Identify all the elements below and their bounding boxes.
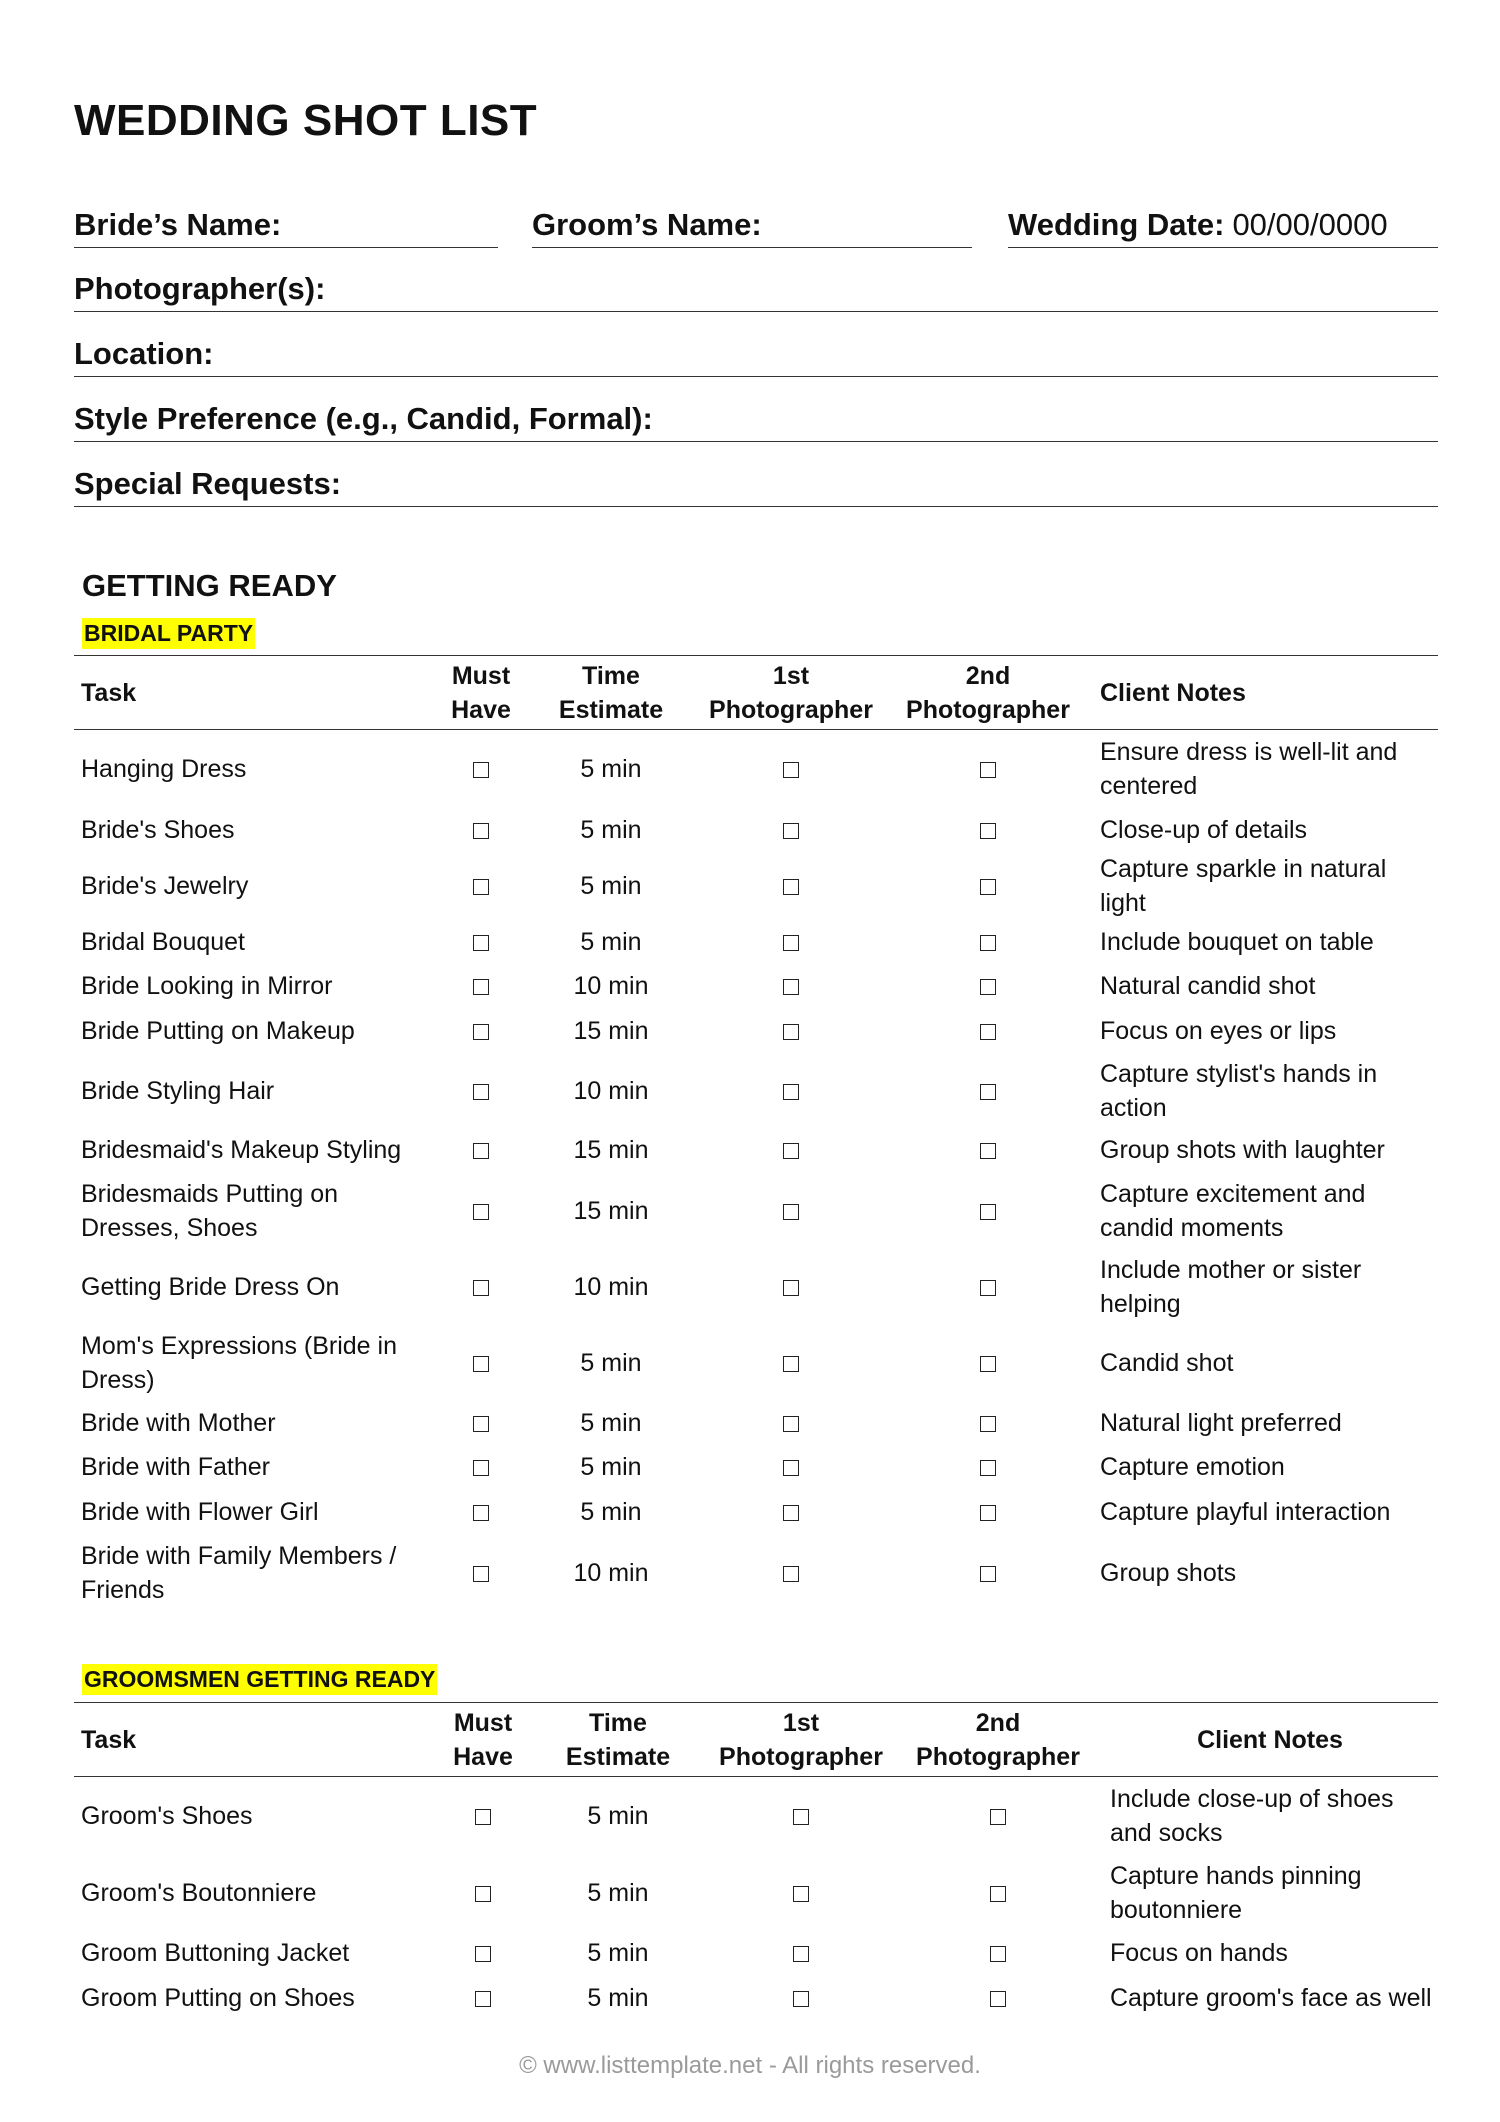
task-cell: Bride with Family Members / Friends bbox=[81, 1541, 397, 1604]
photographer-field[interactable] bbox=[74, 260, 1438, 312]
task-cell: Bride with Flower Girl bbox=[81, 1497, 319, 1526]
second-photographer-checkbox[interactable] bbox=[980, 879, 996, 895]
table-row bbox=[74, 1128, 1438, 1173]
first-photographer-checkbox[interactable] bbox=[783, 762, 799, 778]
first-photographer-checkbox[interactable] bbox=[783, 979, 799, 995]
task-cell: Bride's Jewelry bbox=[81, 871, 249, 900]
task-cell: Hanging Dress bbox=[81, 754, 247, 783]
client-notes-cell: Include close-up of shoes and socks bbox=[1110, 1784, 1394, 1847]
first-photographer-checkbox[interactable] bbox=[783, 1024, 799, 1040]
subsection-title-groomsmen: GROOMSMEN GETTING READY bbox=[82, 1664, 437, 1695]
second-photographer-cell bbox=[884, 964, 1092, 1009]
second-photographer-checkbox[interactable] bbox=[980, 762, 996, 778]
client-notes-cell: Capture groom's face as well bbox=[1110, 1983, 1432, 2012]
first-photographer-checkbox[interactable] bbox=[783, 1204, 799, 1220]
second-photographer-cell bbox=[884, 1325, 1092, 1401]
wedding-date-label bbox=[1008, 207, 1388, 243]
task-cell: Bride with Father bbox=[81, 1453, 270, 1481]
second-photographer-checkbox[interactable] bbox=[990, 1809, 1006, 1825]
first-photographer-cell bbox=[698, 1249, 884, 1325]
table-row bbox=[74, 920, 1438, 964]
client-notes-cell: Group shots with laughter bbox=[1100, 1136, 1385, 1164]
header-task: Task bbox=[81, 678, 137, 707]
first-photographer-cell bbox=[698, 964, 884, 1009]
client-notes-cell: Capture emotion bbox=[1100, 1453, 1285, 1481]
must-have-cell bbox=[438, 1490, 524, 1534]
header-must-have: Must Have bbox=[453, 1708, 513, 1771]
time-estimate-cell: 15 min bbox=[573, 1017, 649, 1045]
must-have-cell bbox=[438, 920, 524, 964]
first-photographer-checkbox[interactable] bbox=[793, 1886, 809, 1902]
location-field[interactable] bbox=[74, 325, 1438, 377]
table-row bbox=[74, 1173, 1438, 1249]
table-row bbox=[74, 808, 1438, 852]
first-photographer-cell bbox=[708, 1975, 894, 2021]
header-client-notes: Client Notes bbox=[1197, 1725, 1343, 1754]
client-notes-cell: Include mother or sister helping bbox=[1100, 1255, 1362, 1318]
header-task: Task bbox=[81, 1725, 137, 1754]
task-cell: Bridesmaid's Makeup Styling bbox=[81, 1136, 402, 1164]
must-have-checkbox[interactable] bbox=[473, 1416, 489, 1432]
special-requests-label: Special Requests: bbox=[74, 466, 342, 501]
must-have-checkbox[interactable] bbox=[475, 1991, 491, 2007]
table-row bbox=[74, 1534, 1438, 1612]
client-notes-cell: Natural light preferred bbox=[1100, 1408, 1342, 1437]
must-have-checkbox[interactable] bbox=[473, 1204, 489, 1220]
must-have-cell bbox=[438, 1128, 524, 1173]
first-photographer-cell bbox=[698, 1054, 884, 1128]
table-row bbox=[74, 1445, 1438, 1490]
time-estimate-cell: 5 min bbox=[580, 1348, 642, 1377]
bride-name-label: Bride’s Name: bbox=[74, 207, 282, 242]
second-photographer-checkbox[interactable] bbox=[980, 1416, 996, 1432]
must-have-cell bbox=[438, 808, 524, 852]
special-requests-field[interactable] bbox=[74, 455, 1438, 507]
header-first-photographer: 1st Photographer bbox=[709, 661, 873, 724]
time-estimate-cell: 5 min bbox=[580, 754, 642, 783]
second-photographer-checkbox[interactable] bbox=[980, 1143, 996, 1159]
must-have-cell bbox=[438, 1534, 524, 1612]
second-photographer-checkbox[interactable] bbox=[980, 1024, 996, 1040]
page-title: WEDDING SHOT LIST bbox=[74, 96, 538, 145]
must-have-checkbox[interactable] bbox=[473, 1024, 489, 1040]
time-estimate-cell: 10 min bbox=[573, 972, 649, 1000]
first-photographer-cell bbox=[698, 808, 884, 852]
must-have-checkbox[interactable] bbox=[475, 1809, 491, 1825]
task-cell: Bride Putting on Makeup bbox=[81, 1017, 355, 1045]
second-photographer-cell bbox=[884, 1128, 1092, 1173]
header-second-photographer: 2nd Photographer bbox=[906, 661, 1070, 724]
must-have-cell bbox=[438, 1855, 528, 1931]
first-photographer-cell bbox=[698, 1325, 884, 1401]
task-cell: Getting Bride Dress On bbox=[81, 1272, 340, 1301]
table-row bbox=[74, 1325, 1438, 1401]
first-photographer-cell bbox=[708, 1855, 894, 1931]
second-photographer-cell bbox=[884, 1534, 1092, 1612]
style-preference-label: Style Preference (e.g., Candid, Formal): bbox=[74, 401, 653, 436]
second-photographer-checkbox[interactable] bbox=[980, 1356, 996, 1372]
first-photographer-checkbox[interactable] bbox=[783, 1143, 799, 1159]
table-row bbox=[74, 1249, 1438, 1325]
time-estimate-cell: 15 min bbox=[573, 1136, 649, 1164]
time-estimate-cell: 5 min bbox=[587, 1801, 649, 1830]
time-estimate-cell: 5 min bbox=[587, 1983, 649, 2012]
first-photographer-cell bbox=[698, 920, 884, 964]
client-notes-cell: Natural candid shot bbox=[1100, 972, 1316, 1000]
second-photographer-checkbox[interactable] bbox=[980, 935, 996, 951]
client-notes-cell: Capture excitement and candid moments bbox=[1100, 1179, 1366, 1242]
second-photographer-cell bbox=[884, 1445, 1092, 1490]
must-have-cell bbox=[438, 1931, 528, 1975]
time-estimate-cell: 5 min bbox=[580, 1497, 642, 1526]
second-photographer-checkbox[interactable] bbox=[990, 1991, 1006, 2007]
second-photographer-checkbox[interactable] bbox=[980, 1204, 996, 1220]
first-photographer-checkbox[interactable] bbox=[793, 1991, 809, 2007]
first-photographer-checkbox[interactable] bbox=[783, 1280, 799, 1296]
second-photographer-cell bbox=[894, 1975, 1102, 2021]
header-time-estimate: Time Estimate bbox=[558, 661, 664, 724]
first-photographer-cell bbox=[698, 1534, 884, 1612]
second-photographer-checkbox[interactable] bbox=[980, 979, 996, 995]
second-photographer-checkbox[interactable] bbox=[980, 1460, 996, 1476]
must-have-cell bbox=[438, 1054, 524, 1128]
table-row bbox=[74, 1931, 1438, 1975]
must-have-checkbox[interactable] bbox=[473, 1084, 489, 1100]
task-cell: Bridesmaids Putting on Dresses, Shoes bbox=[81, 1179, 339, 1242]
first-photographer-checkbox[interactable] bbox=[783, 823, 799, 839]
first-photographer-cell bbox=[698, 1401, 884, 1445]
time-estimate-cell: 5 min bbox=[580, 871, 642, 900]
second-photographer-checkbox[interactable] bbox=[980, 1566, 996, 1582]
must-have-checkbox[interactable] bbox=[473, 1460, 489, 1476]
task-cell: Bride Looking in Mirror bbox=[81, 972, 333, 1000]
second-photographer-cell bbox=[894, 1931, 1102, 1975]
must-have-cell bbox=[438, 1401, 524, 1445]
bride-name-field[interactable] bbox=[74, 196, 498, 248]
second-photographer-cell bbox=[884, 1173, 1092, 1249]
time-estimate-cell: 10 min bbox=[573, 1558, 649, 1587]
wedding-date-field[interactable] bbox=[1008, 196, 1438, 248]
second-photographer-cell bbox=[894, 1777, 1102, 1855]
second-photographer-cell bbox=[884, 1009, 1092, 1054]
table-header-row bbox=[74, 656, 1438, 730]
groom-name-label: Groom’s Name: bbox=[532, 207, 762, 242]
task-cell: Bride Styling Hair bbox=[81, 1076, 275, 1105]
must-have-checkbox[interactable] bbox=[475, 1886, 491, 1902]
first-photographer-checkbox[interactable] bbox=[793, 1946, 809, 1962]
must-have-cell bbox=[438, 1777, 528, 1855]
client-notes-cell: Capture playful interaction bbox=[1100, 1497, 1391, 1526]
first-photographer-checkbox[interactable] bbox=[783, 879, 799, 895]
header-client-notes: Client Notes bbox=[1100, 678, 1246, 707]
time-estimate-cell: 5 min bbox=[580, 815, 642, 844]
client-notes-cell: Ensure dress is well-lit and centered bbox=[1100, 737, 1398, 800]
table-row bbox=[74, 1777, 1438, 1855]
must-have-checkbox[interactable] bbox=[473, 1143, 489, 1159]
first-photographer-cell bbox=[698, 852, 884, 920]
first-photographer-cell bbox=[698, 1490, 884, 1534]
first-photographer-cell bbox=[698, 1173, 884, 1249]
must-have-cell bbox=[438, 964, 524, 1009]
table-header-row bbox=[74, 1703, 1438, 1777]
must-have-checkbox[interactable] bbox=[473, 935, 489, 951]
first-photographer-checkbox[interactable] bbox=[783, 1084, 799, 1100]
second-photographer-checkbox[interactable] bbox=[990, 1886, 1006, 1902]
time-estimate-cell: 10 min bbox=[573, 1272, 649, 1301]
second-photographer-cell bbox=[884, 808, 1092, 852]
header-must-have: Must Have bbox=[451, 661, 511, 724]
must-have-checkbox[interactable] bbox=[473, 1566, 489, 1582]
time-estimate-cell: 5 min bbox=[580, 1453, 642, 1481]
second-photographer-checkbox[interactable] bbox=[980, 1280, 996, 1296]
second-photographer-checkbox[interactable] bbox=[980, 823, 996, 839]
client-notes-cell: Candid shot bbox=[1100, 1348, 1234, 1377]
must-have-checkbox[interactable] bbox=[473, 1505, 489, 1521]
must-have-cell bbox=[438, 852, 524, 920]
must-have-cell bbox=[438, 1325, 524, 1401]
client-notes-cell: Capture stylist's hands in action bbox=[1100, 1059, 1378, 1122]
first-photographer-checkbox[interactable] bbox=[783, 1505, 799, 1521]
client-notes-cell: Group shots bbox=[1100, 1558, 1237, 1587]
must-have-checkbox[interactable] bbox=[473, 879, 489, 895]
second-photographer-cell bbox=[884, 852, 1092, 920]
task-cell: Groom Buttoning Jacket bbox=[81, 1938, 350, 1967]
first-photographer-cell bbox=[698, 730, 884, 808]
style-preference-field[interactable] bbox=[74, 390, 1438, 442]
client-notes-cell: Focus on eyes or lips bbox=[1100, 1017, 1337, 1045]
table-row bbox=[74, 852, 1438, 920]
first-photographer-cell bbox=[708, 1777, 894, 1855]
second-photographer-cell bbox=[884, 1054, 1092, 1128]
task-cell: Groom Putting on Shoes bbox=[81, 1983, 355, 2012]
first-photographer-checkbox[interactable] bbox=[783, 1566, 799, 1582]
time-estimate-cell: 5 min bbox=[587, 1938, 649, 1967]
table-row bbox=[74, 730, 1438, 808]
must-have-checkbox[interactable] bbox=[473, 1356, 489, 1372]
bridal-party-table bbox=[74, 655, 1438, 1612]
first-photographer-checkbox[interactable] bbox=[783, 1460, 799, 1476]
first-photographer-cell bbox=[708, 1931, 894, 1975]
must-have-checkbox[interactable] bbox=[473, 762, 489, 778]
task-cell: Bride's Shoes bbox=[81, 815, 235, 844]
wedding-date-label-text: Wedding Date: bbox=[1008, 207, 1225, 242]
must-have-checkbox[interactable] bbox=[473, 979, 489, 995]
time-estimate-cell: 15 min bbox=[573, 1196, 649, 1225]
table-row bbox=[74, 1401, 1438, 1445]
client-notes-cell: Capture hands pinning boutonniere bbox=[1110, 1861, 1362, 1924]
time-estimate-cell: 5 min bbox=[587, 1878, 649, 1907]
time-estimate-cell: 5 min bbox=[580, 927, 642, 956]
second-photographer-checkbox[interactable] bbox=[990, 1946, 1006, 1962]
first-photographer-cell bbox=[698, 1009, 884, 1054]
second-photographer-cell bbox=[884, 920, 1092, 964]
must-have-cell bbox=[438, 1445, 524, 1490]
first-photographer-checkbox[interactable] bbox=[783, 935, 799, 951]
task-cell: Groom's Boutonniere bbox=[81, 1878, 317, 1907]
must-have-cell bbox=[438, 1009, 524, 1054]
task-cell: Bridal Bouquet bbox=[81, 927, 246, 956]
must-have-checkbox[interactable] bbox=[473, 1280, 489, 1296]
time-estimate-cell: 10 min bbox=[573, 1076, 649, 1105]
location-label: Location: bbox=[74, 336, 214, 371]
must-have-checkbox[interactable] bbox=[475, 1946, 491, 1962]
must-have-checkbox[interactable] bbox=[473, 823, 489, 839]
client-notes-cell: Include bouquet on table bbox=[1100, 927, 1374, 956]
groomsmen-table bbox=[74, 1702, 1438, 2021]
client-notes-cell: Focus on hands bbox=[1110, 1938, 1288, 1967]
task-cell: Groom's Shoes bbox=[81, 1801, 253, 1830]
footer-copyright: © www.listtemplate.net - All rights reserved. bbox=[519, 2052, 981, 2079]
second-photographer-checkbox[interactable] bbox=[980, 1084, 996, 1100]
time-estimate-cell: 5 min bbox=[580, 1408, 642, 1437]
table-row bbox=[74, 1855, 1438, 1931]
subsection-title-bridal-party: BRIDAL PARTY bbox=[82, 618, 255, 649]
client-notes-cell: Close-up of details bbox=[1100, 815, 1308, 844]
wedding-date-value: 00/00/0000 bbox=[1232, 207, 1388, 242]
task-cell: Mom's Expressions (Bride in Dress) bbox=[81, 1331, 397, 1394]
must-have-cell bbox=[438, 1173, 524, 1249]
first-photographer-checkbox[interactable] bbox=[793, 1809, 809, 1825]
photographer-label: Photographer(s): bbox=[74, 271, 326, 306]
header-first-photographer: 1st Photographer bbox=[719, 1708, 883, 1771]
table-row bbox=[74, 1054, 1438, 1128]
table-row bbox=[74, 964, 1438, 1009]
client-notes-cell: Capture sparkle in natural light bbox=[1100, 854, 1387, 917]
header-time-estimate: Time Estimate bbox=[565, 1708, 671, 1771]
table-row bbox=[74, 1975, 1438, 2021]
second-photographer-cell bbox=[894, 1855, 1102, 1931]
table-row bbox=[74, 1009, 1438, 1054]
header-second-photographer: 2nd Photographer bbox=[916, 1708, 1080, 1771]
second-photographer-cell bbox=[884, 730, 1092, 808]
groom-name-field[interactable] bbox=[532, 196, 972, 248]
second-photographer-cell bbox=[884, 1249, 1092, 1325]
first-photographer-cell bbox=[698, 1128, 884, 1173]
table-row bbox=[74, 1490, 1438, 1534]
must-have-cell bbox=[438, 730, 524, 808]
must-have-cell bbox=[438, 1975, 528, 2021]
first-photographer-checkbox[interactable] bbox=[783, 1356, 799, 1372]
must-have-cell bbox=[438, 1249, 524, 1325]
task-cell: Bride with Mother bbox=[81, 1408, 276, 1437]
first-photographer-cell bbox=[698, 1445, 884, 1490]
first-photographer-checkbox[interactable] bbox=[783, 1416, 799, 1432]
second-photographer-cell bbox=[884, 1401, 1092, 1445]
section-title-getting-ready: GETTING READY bbox=[82, 568, 337, 603]
second-photographer-cell bbox=[884, 1490, 1092, 1534]
second-photographer-checkbox[interactable] bbox=[980, 1505, 996, 1521]
